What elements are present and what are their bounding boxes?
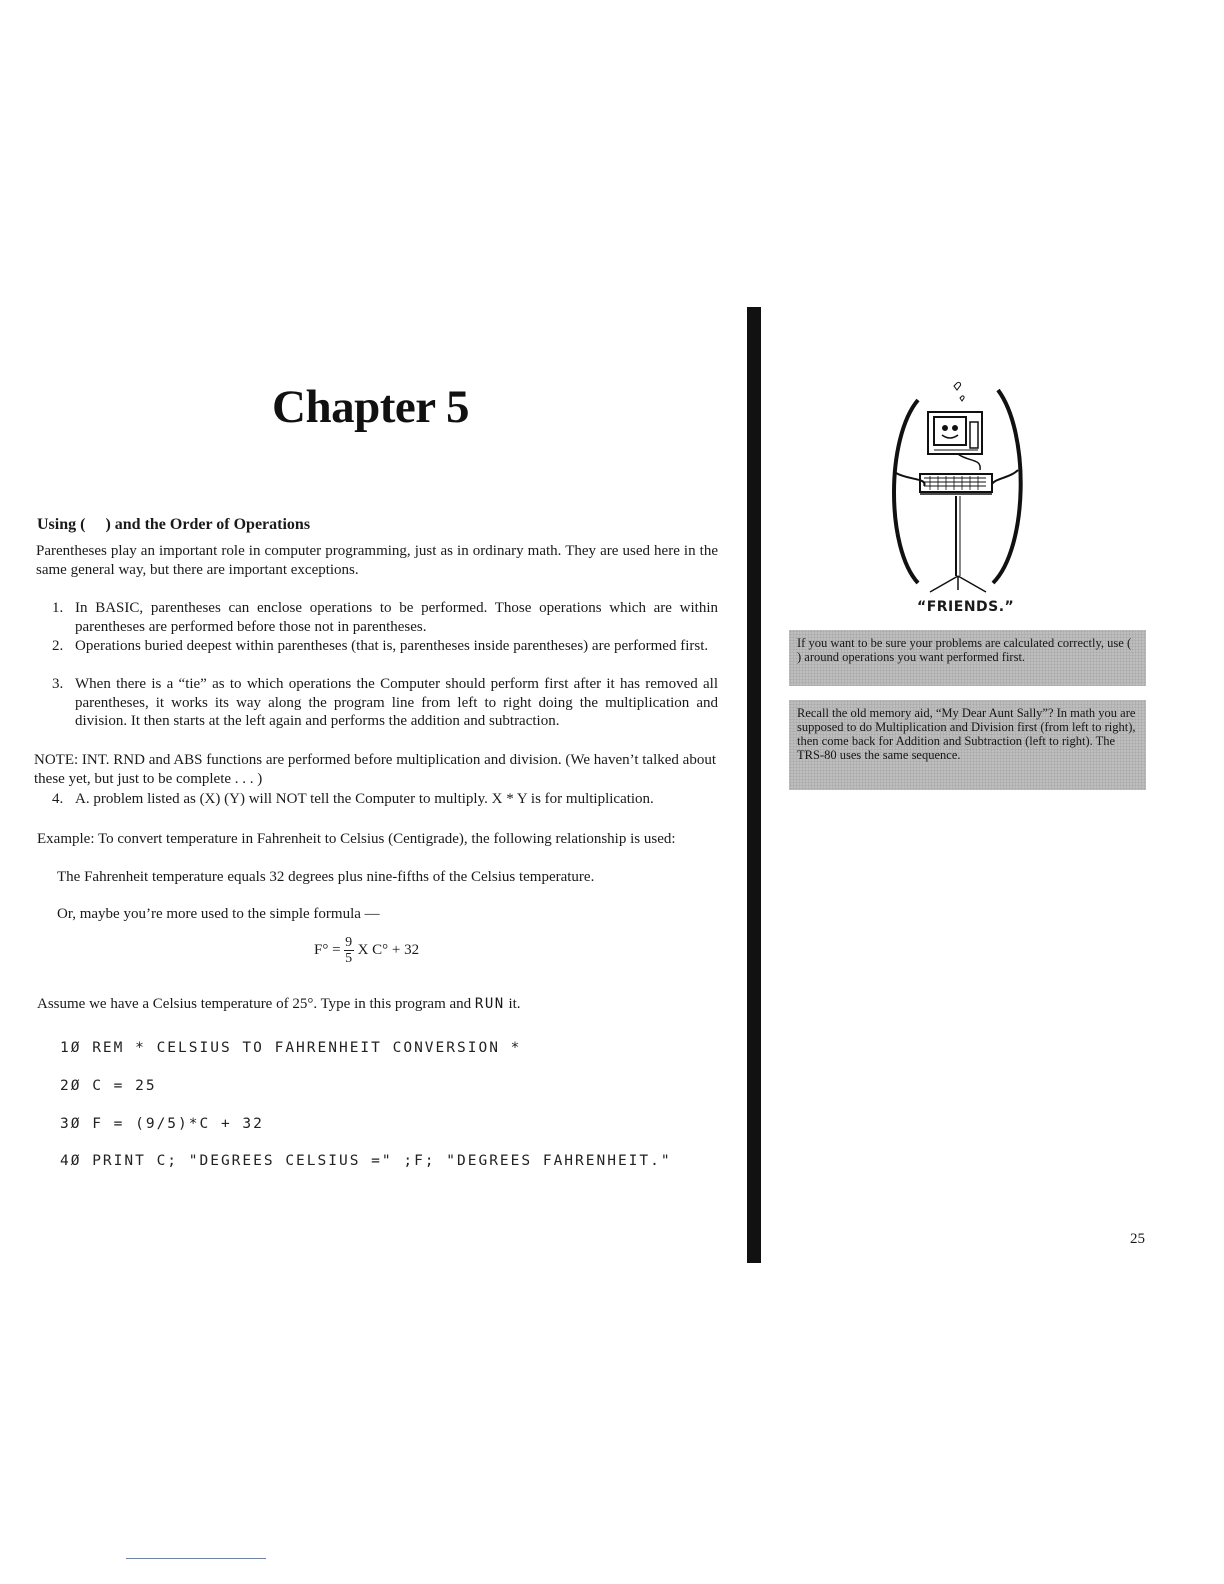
computer-friends-illustration	[878, 378, 1038, 598]
illustration-caption: “FRIENDS.”	[917, 599, 1015, 615]
formula-numerator: 9	[345, 935, 353, 950]
footer-rule	[126, 1558, 266, 1559]
formula-denominator: 5	[345, 951, 353, 966]
note-paragraph: NOTE: INT. RND and ABS functions are performed before multiplication and division. (We haven’t talked about these yet, but just to be complete . . . )	[34, 752, 716, 787]
chapter-title: Chapter 5	[272, 381, 469, 433]
program-line: 1Ø REM * CELSIUS TO FAHRENHEIT CONVERSION *	[60, 1040, 522, 1056]
rule-item	[52, 637, 718, 656]
page-number: 25	[1130, 1231, 1145, 1247]
formula-fraction	[344, 936, 354, 965]
column-divider	[747, 307, 761, 1263]
rule-item	[52, 599, 718, 636]
rule-item	[52, 790, 718, 809]
program-line: 2Ø C = 25	[60, 1078, 157, 1094]
rule-text: When there is a “tie” as to which operations the Computer should perform first after it has removed all parentheses, it works its way along the program line from left to right doing the multiplication and division. It then starts at the left again and performs the addition and subtraction.	[75, 676, 718, 729]
memory-aid-box: Recall the old memory aid, “My Dear Aunt Sally”? In math you are supposed to do Multiplication and Division first (from left to right), then come back for Addition and Subtraction (left to right). The TRS-80 uses the same sequence.	[789, 700, 1146, 790]
formula-right: X C° + 32	[357, 942, 420, 958]
program-line: 4Ø PRINT C; "DEGREES CELSIUS =" ;F; "DEGREES FAHRENHEIT."	[60, 1153, 672, 1169]
rule-text: Operations buried deepest within parentheses (that is, parentheses inside parentheses) are performed first.	[75, 638, 709, 654]
run-keyword: RUN	[474, 996, 505, 1012]
rule-number: 3.	[52, 676, 64, 692]
section-heading-left: Using (	[37, 516, 86, 533]
rule-text: A. problem listed as (X) (Y) will NOT tell the Computer to multiply. X * Y is for multiplication.	[75, 791, 654, 807]
program-line: 3Ø F = (9/5)*C + 32	[60, 1116, 264, 1132]
assume-paragraph	[37, 995, 521, 1014]
rule-item	[52, 675, 718, 731]
section-heading	[37, 516, 310, 534]
formula-left: F° =	[314, 942, 341, 958]
intro-paragraph: Parentheses play an important role in computer programming, just as in ordinary math. They are used here in the same general way, but there are important exceptions.	[36, 543, 718, 578]
example-statement: The Fahrenheit temperature equals 32 degrees plus nine-fifths of the Celsius temperature.	[57, 869, 595, 885]
section-heading-right: ) and the Order of Operations	[105, 516, 311, 533]
formula-intro: Or, maybe you’re more used to the simple formula —	[57, 906, 380, 922]
rule-number: 2.	[52, 638, 64, 654]
rule-number: 1.	[52, 600, 64, 616]
example-paragraph: Example: To convert temperature in Fahrenheit to Celsius (Centigrade), the following relationship is used:	[37, 831, 676, 847]
rule-number: 4.	[52, 791, 64, 807]
assume-text: Assume we have a Celsius temperature of 25°. Type in this program and	[37, 996, 472, 1012]
tip-box: If you want to be sure your problems are calculated correctly, use ( ) around operations you want performed first.	[789, 630, 1146, 686]
formula	[314, 936, 419, 965]
rule-text: In BASIC, parentheses can enclose operations to be performed. Those operations which are within parentheses are performed before those not in parentheses.	[75, 600, 718, 635]
assume-suffix: it.	[508, 996, 521, 1012]
